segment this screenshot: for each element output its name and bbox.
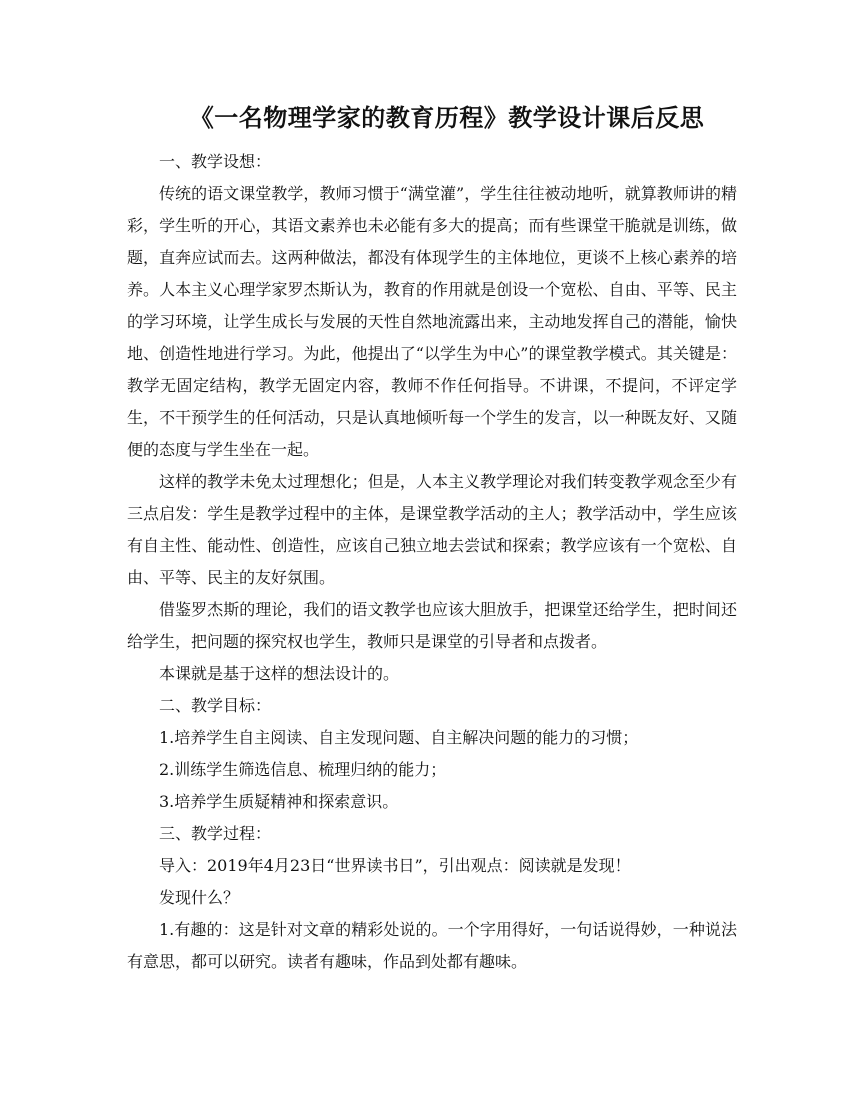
section-heading-teaching-goals: 二、教学目标： <box>159 696 272 715</box>
paragraph: 本课就是基于这样的想法设计的。 <box>159 664 400 683</box>
paragraph: 传统的语文课堂教学，教师习惯于“满堂灌”，学生往往被动地听，就算教师讲的精彩，学生听的开心，其语文素养也未必能有多大的提高；而有些课堂干脆就是训练，做题，直奔应试而去。这两种做法，都没有体现学生的主体地位，更谈不上核心素养的培养。人本主义心理学家罗杰斯认为，教育的作用就是创设一个宽松、自由、平等、民主的学习环境，让学生成长与发展的天性自然地流露出来，主动地发挥自己的潜能，愉快地、创造性地进行学习。为此，他提出了“以学生为中心”的课堂教学模式。其关键是：教学无固定结构，教学无固定内容，教师不作任何指导。不讲课，不提问，不评定学生，不干预学生的任何活动，只是认真地倾听每一个学生的发言，以一种既友好、又随便的态度与学生坐在一起。 <box>127 184 737 459</box>
goal-item: 2.训练学生筛选信息、梳理归纳的能力； <box>159 760 447 779</box>
paragraph: 借鉴罗杰斯的理论，我们的语文教学也应该大胆放手，把课堂还给学生，把时间还给学生，把问题的探究权也学生，教师只是课堂的引导者和点拨者。 <box>127 600 737 651</box>
section-heading-teaching-process: 三、教学过程： <box>159 824 272 843</box>
paragraph: 这样的教学未免太过理想化；但是，人本主义教学理论对我们转变教学观念至少有三点启发：学生是教学过程中的主体，是课堂教学活动的主人；教学活动中，学生应该有自主性、能动性、创造性，应该自己独立地去尝试和探索；教学应该有一个宽松、自由、平等、民主的友好氛围。 <box>127 472 737 587</box>
paragraph: 发现什么？ <box>159 888 240 907</box>
goal-item: 1.培养学生自主阅读、自主发现问题、自主解决问题的能力的习惯； <box>159 728 639 747</box>
document-body <box>127 146 737 978</box>
goal-item: 3.培养学生质疑精神和探索意识。 <box>159 792 399 811</box>
paragraph: 导入：2019年4月23日“世界读书日”，引出观点：阅读就是发现！ <box>159 856 631 875</box>
document-title: 《一名物理学家的教育历程》教学设计课后反思 <box>189 103 705 132</box>
section-heading-teaching-idea: 一、教学设想： <box>159 152 272 171</box>
paragraph: 1.有趣的：这是针对文章的精彩处说的。一个字用得好，一句话说得妙，一种说法有意思，都可以研究。读者有趣味，作品到处都有趣味。 <box>127 920 737 971</box>
